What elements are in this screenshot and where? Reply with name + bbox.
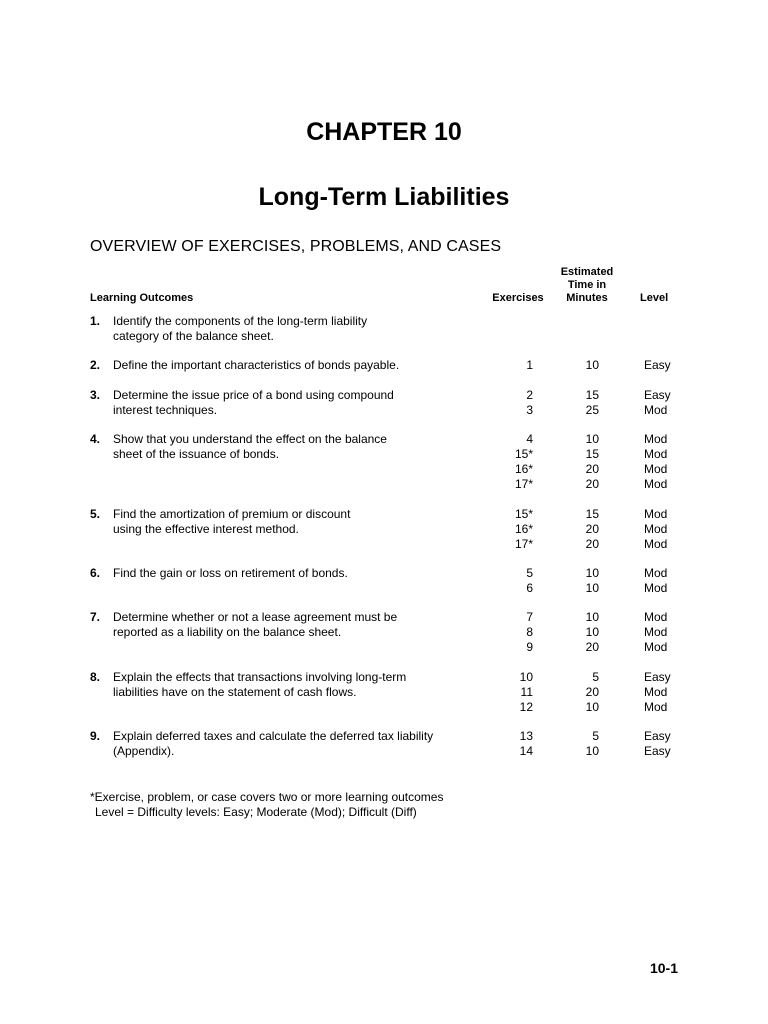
chapter-heading: CHAPTER 10 bbox=[306, 118, 462, 146]
outcome-description-line: (Appendix). bbox=[113, 744, 175, 758]
estimated-time-column bbox=[565, 610, 599, 655]
estimated-time: 20 bbox=[585, 537, 599, 551]
outcome-number: 5. bbox=[90, 507, 101, 521]
estimated-time: 10 bbox=[585, 744, 599, 758]
estimated-time: 20 bbox=[585, 640, 599, 654]
outcome-description-line: using the effective interest method. bbox=[113, 522, 299, 536]
estimated-time: 20 bbox=[585, 685, 599, 699]
outcome-number: 4. bbox=[90, 432, 101, 446]
outcome-description bbox=[113, 670, 473, 700]
estimated-time-column bbox=[565, 432, 599, 492]
outcome-number: 2. bbox=[90, 358, 101, 372]
estimated-time: 10 bbox=[585, 358, 599, 372]
column-header-exercises: Exercises bbox=[492, 292, 544, 304]
exercise-number: 7 bbox=[526, 610, 533, 624]
exercise-number: 3 bbox=[526, 403, 533, 417]
exercise-number: 5 bbox=[526, 566, 533, 580]
outcome-number: 6. bbox=[90, 566, 101, 580]
difficulty-level: Easy bbox=[644, 729, 671, 743]
exercise-number-column bbox=[495, 729, 533, 759]
difficulty-level: Mod bbox=[644, 403, 668, 417]
difficulty-level: Mod bbox=[644, 477, 668, 491]
difficulty-level: Mod bbox=[644, 537, 668, 551]
exercise-number: 2 bbox=[526, 388, 533, 402]
footnote-line: Level = Difficulty levels: Easy; Moderate (Mod); Difficult (Diff) bbox=[95, 805, 417, 819]
estimated-time: 10 bbox=[585, 610, 599, 624]
difficulty-level: Mod bbox=[644, 640, 668, 654]
estimated-time: 20 bbox=[585, 477, 599, 491]
outcome-description bbox=[113, 432, 473, 462]
outcome-description bbox=[113, 314, 473, 344]
exercise-number-column bbox=[495, 610, 533, 655]
estimated-time: 15 bbox=[585, 388, 599, 402]
exercise-number: 16* bbox=[514, 462, 533, 476]
outcome-description bbox=[113, 388, 473, 418]
difficulty-level: Easy bbox=[644, 358, 671, 372]
exercise-number-column bbox=[495, 358, 533, 373]
column-header-time-line: Time in bbox=[567, 279, 607, 291]
column-header-time-line: Estimated bbox=[560, 266, 614, 278]
estimated-time: 10 bbox=[585, 566, 599, 580]
exercise-number: 15* bbox=[514, 447, 533, 461]
exercise-number: 6 bbox=[526, 581, 533, 595]
estimated-time: 10 bbox=[585, 581, 599, 595]
outcome-description bbox=[113, 610, 473, 640]
exercise-number: 11 bbox=[520, 685, 533, 699]
estimated-time: 25 bbox=[585, 403, 599, 417]
outcome-description-line: Determine the issue price of a bond using compound bbox=[113, 388, 394, 402]
column-header-estimated-time bbox=[558, 266, 616, 305]
estimated-time: 10 bbox=[585, 625, 599, 639]
section-heading: OVERVIEW OF EXERCISES, PROBLEMS, AND CASES bbox=[90, 238, 502, 255]
exercise-number-column bbox=[495, 566, 533, 596]
outcome-description-line: liabilities have on the statement of cash flows. bbox=[113, 685, 357, 699]
exercise-number-column bbox=[495, 507, 533, 552]
difficulty-level: Mod bbox=[644, 522, 668, 536]
exercise-number: 4 bbox=[526, 432, 533, 446]
exercise-number-column bbox=[495, 388, 533, 418]
page-number: 10-1 bbox=[649, 960, 678, 976]
estimated-time-column bbox=[565, 507, 599, 552]
difficulty-level: Mod bbox=[644, 507, 668, 521]
outcome-description-line: interest techniques. bbox=[113, 403, 218, 417]
outcome-description bbox=[113, 358, 473, 373]
column-header-learning-outcomes: Learning Outcomes bbox=[90, 292, 194, 304]
difficulty-level: Mod bbox=[644, 610, 668, 624]
difficulty-level-column bbox=[644, 388, 671, 418]
estimated-time: 20 bbox=[585, 522, 599, 536]
outcome-description-line: Find the amortization of premium or discount bbox=[113, 507, 351, 521]
outcome-number: 1. bbox=[90, 314, 101, 328]
outcome-description-line: Identify the components of the long-term liability bbox=[113, 314, 368, 328]
outcome-description bbox=[113, 507, 473, 537]
exercise-number: 8 bbox=[526, 625, 533, 639]
difficulty-level: Mod bbox=[644, 581, 668, 595]
difficulty-level-column bbox=[644, 566, 667, 596]
estimated-time-column bbox=[565, 670, 599, 715]
exercise-number-column bbox=[495, 432, 533, 492]
difficulty-level: Easy bbox=[644, 388, 671, 402]
difficulty-level: Mod bbox=[644, 700, 668, 714]
outcome-description-line: Show that you understand the effect on the balance bbox=[113, 432, 387, 446]
estimated-time: 20 bbox=[585, 462, 599, 476]
outcome-description bbox=[113, 729, 473, 759]
outcome-description-line: category of the balance sheet. bbox=[113, 329, 274, 343]
outcome-description-line: Find the gain or loss on retirement of bonds. bbox=[113, 566, 348, 580]
estimated-time: 5 bbox=[592, 670, 599, 684]
column-header-time-line: Minutes bbox=[566, 292, 608, 304]
exercise-number: 10 bbox=[519, 670, 533, 684]
difficulty-level: Mod bbox=[644, 685, 668, 699]
outcome-number: 3. bbox=[90, 388, 101, 402]
chapter-title: Long-Term Liabilities bbox=[258, 183, 510, 211]
estimated-time: 15 bbox=[585, 507, 599, 521]
estimated-time-column bbox=[565, 566, 599, 596]
estimated-time: 5 bbox=[592, 729, 599, 743]
difficulty-level: Mod bbox=[644, 462, 668, 476]
exercise-number-column bbox=[495, 670, 533, 715]
difficulty-level: Mod bbox=[644, 432, 668, 446]
outcome-description bbox=[113, 566, 473, 581]
estimated-time-column bbox=[565, 729, 599, 759]
exercise-number: 14 bbox=[519, 744, 533, 758]
outcome-description-line: Define the important characteristics of bonds payable. bbox=[113, 358, 400, 372]
exercise-number: 16* bbox=[514, 522, 533, 536]
outcome-number: 9. bbox=[90, 729, 101, 743]
difficulty-level-column bbox=[644, 358, 671, 373]
difficulty-level: Easy bbox=[644, 670, 671, 684]
exercise-number: 12 bbox=[519, 700, 533, 714]
footnote-line: *Exercise, problem, or case covers two or more learning outcomes bbox=[90, 790, 444, 804]
difficulty-level: Mod bbox=[644, 625, 668, 639]
estimated-time-column bbox=[565, 358, 599, 373]
outcome-number: 8. bbox=[90, 670, 101, 684]
estimated-time: 10 bbox=[585, 700, 599, 714]
difficulty-level-column bbox=[644, 507, 667, 552]
outcome-description-line: Explain deferred taxes and calculate the deferred tax liability bbox=[113, 729, 434, 743]
difficulty-level-column bbox=[644, 432, 667, 492]
outcome-description-line: sheet of the issuance of bonds. bbox=[113, 447, 280, 461]
exercise-number: 13 bbox=[519, 729, 533, 743]
difficulty-level-column bbox=[644, 670, 671, 715]
footnote bbox=[90, 790, 443, 820]
exercise-number: 1 bbox=[526, 358, 533, 372]
difficulty-level: Mod bbox=[644, 566, 668, 580]
exercise-number: 17* bbox=[514, 537, 533, 551]
outcome-description-line: reported as a liability on the balance sheet. bbox=[113, 625, 342, 639]
exercise-number: 15* bbox=[514, 507, 533, 521]
exercise-number: 9 bbox=[526, 640, 533, 654]
estimated-time-column bbox=[565, 388, 599, 418]
difficulty-level: Mod bbox=[644, 447, 668, 461]
difficulty-level-column bbox=[644, 729, 671, 759]
difficulty-level-column bbox=[644, 610, 667, 655]
outcome-description-line: Determine whether or not a lease agreement must be bbox=[113, 610, 398, 624]
outcome-number: 7. bbox=[90, 610, 101, 624]
estimated-time: 10 bbox=[585, 432, 599, 446]
estimated-time: 15 bbox=[585, 447, 599, 461]
difficulty-level: Easy bbox=[644, 744, 671, 758]
exercise-number: 17* bbox=[514, 477, 533, 491]
column-header-level: Level bbox=[640, 292, 669, 304]
outcome-description-line: Explain the effects that transactions involving long-term bbox=[113, 670, 407, 684]
